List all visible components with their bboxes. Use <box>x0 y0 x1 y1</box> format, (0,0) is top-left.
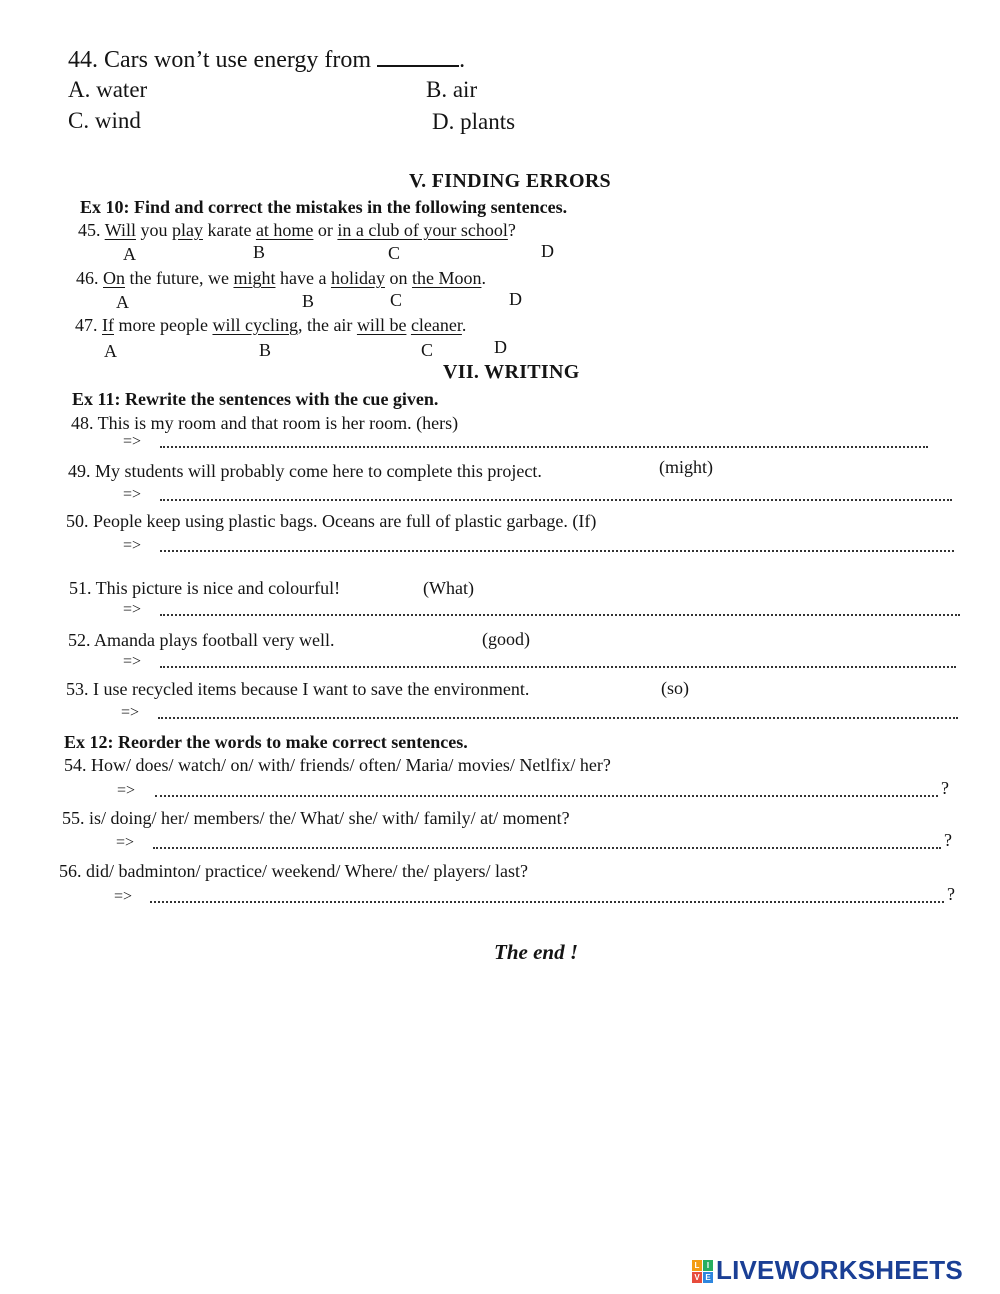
q46-label-b: B <box>302 291 315 311</box>
logo-tile-v: V <box>692 1272 702 1283</box>
q51-text: 51. This picture is nice and colourful! <box>69 578 341 598</box>
q51-arrow: => <box>123 601 142 618</box>
q44-option-b: B. air <box>426 77 478 102</box>
ex11-title: Ex 11: Rewrite the sentences with the cue given. <box>72 389 439 409</box>
q46-text-1: the future, we <box>125 268 234 288</box>
q48-answer-line[interactable] <box>160 446 928 448</box>
q55-text: 55. is/ doing/ her/ members/ the/ What/ she/ with/ family/ at/ moment? <box>62 808 570 828</box>
q53-arrow: => <box>121 704 140 721</box>
q56-text: 56. did/ badminton/ practice/ weekend/ Where/ the/ players/ last? <box>59 861 529 881</box>
q45-part-d: in a club of your school <box>337 220 508 240</box>
q44-option-d: D. plants <box>432 109 516 134</box>
q50-arrow: => <box>123 537 142 554</box>
q45-label-b: B <box>253 242 266 262</box>
the-end-text: The end ! <box>494 940 578 964</box>
q45-part-a: Will <box>104 220 136 240</box>
q48-text: 48. This is my room and that room is her room. (hers) <box>71 413 459 433</box>
q49-answer-line[interactable] <box>160 499 952 501</box>
q53-cue: (so) <box>661 678 689 698</box>
q46-text-2: have a <box>275 268 331 288</box>
q47-sentence <box>75 315 466 336</box>
q52-text: 52. Amanda plays football very well. <box>68 630 335 650</box>
q46-label-a: A <box>116 292 129 312</box>
q44-end: . <box>459 47 466 73</box>
liveworksheets-icon <box>692 1260 712 1282</box>
ex12-title: Ex 12: Reorder the words to make correct sentences. <box>64 732 468 752</box>
liveworksheets-logo <box>692 1255 963 1286</box>
q47-part-d: cleaner <box>410 315 462 335</box>
q47-part-c: will be <box>356 315 407 335</box>
q47-number: 47. <box>75 315 98 335</box>
q44-option-a: A. water <box>68 77 148 102</box>
section-heading-writing: VII. WRITING <box>443 361 580 383</box>
q45-text-2: karate <box>202 220 256 240</box>
q46-sentence <box>76 268 486 289</box>
q49-text: 49. My students will probably come here to complete this project. <box>68 461 542 481</box>
q45-text-3: or <box>313 220 338 240</box>
q50-answer-line[interactable] <box>160 550 954 552</box>
q45-label-a: A <box>123 244 136 264</box>
q47-label-c: C <box>421 340 434 360</box>
liveworksheets-wordmark: LIVEWORKSHEETS <box>716 1255 963 1285</box>
q45-label-c: C <box>388 243 401 263</box>
q49-arrow: => <box>123 486 142 503</box>
q46-number: 46. <box>76 268 99 288</box>
q47-part-a: If <box>102 315 114 335</box>
q54-arrow: => <box>117 782 136 799</box>
q47-label-b: B <box>259 340 272 360</box>
q45-sentence <box>78 220 516 241</box>
q46-text-3: on <box>384 268 412 288</box>
q45-text-4: ? <box>507 220 516 240</box>
q46-label-d: D <box>509 289 522 309</box>
q45-part-c: at home <box>255 220 314 240</box>
q52-arrow: => <box>123 653 142 670</box>
q52-answer-line[interactable] <box>160 666 956 668</box>
q54-text: 54. How/ does/ watch/ on/ with/ friends/ often/ Maria/ movies/ Netlfix/ her? <box>64 755 611 775</box>
q55-answer-line[interactable] <box>153 847 941 849</box>
section-heading-finding-errors: V. FINDING ERRORS <box>409 170 611 192</box>
logo-tile-l: L <box>692 1260 702 1271</box>
q45-number: 45. <box>78 220 101 240</box>
q56-answer-line[interactable] <box>150 901 944 903</box>
q56-question-mark: ? <box>947 884 955 904</box>
q46-part-a: On <box>103 268 125 288</box>
q48-arrow: => <box>123 433 142 450</box>
q47-label-a: A <box>104 341 117 361</box>
q46-part-c: holiday <box>330 268 385 288</box>
q44-stem-text: 44. Cars won’t use energy from <box>68 47 372 73</box>
q46-part-d: the Moon <box>411 268 482 288</box>
q55-question-mark: ? <box>944 830 952 850</box>
q54-answer-line[interactable] <box>155 795 938 797</box>
q44-option-c: C. wind <box>68 108 141 133</box>
q47-text-2: , the air <box>297 315 357 335</box>
q49-cue: (might) <box>659 457 713 477</box>
q47-part-b: will cycling <box>212 315 298 335</box>
q56-arrow: => <box>114 888 133 905</box>
q51-cue: (What) <box>423 578 474 598</box>
q50-text: 50. People keep using plastic bags. Oceans are full of plastic garbage. (If) <box>66 511 597 531</box>
q47-text-4: . <box>461 315 467 335</box>
q46-part-b: might <box>233 268 276 288</box>
q47-text-1: more people <box>114 315 213 335</box>
q51-answer-line[interactable] <box>160 614 960 616</box>
q45-part-b: play <box>171 220 203 240</box>
ex10-title: Ex 10: Find and correct the mistakes in the following sentences. <box>80 197 568 217</box>
q52-cue: (good) <box>482 629 530 649</box>
q45-label-d: D <box>541 241 554 261</box>
q47-label-d: D <box>494 337 507 357</box>
q45-text-1: you <box>135 220 172 240</box>
q44-blank <box>377 45 459 67</box>
q54-question-mark: ? <box>941 778 949 798</box>
q53-answer-line[interactable] <box>158 717 958 719</box>
q44-stem <box>68 45 465 74</box>
logo-tile-i: I <box>703 1260 713 1271</box>
q46-label-c: C <box>390 290 403 310</box>
q55-arrow: => <box>116 834 135 851</box>
q53-text: 53. I use recycled items because I want to save the environment. <box>66 679 530 699</box>
logo-tile-e: E <box>703 1272 713 1283</box>
q46-text-4: . <box>481 268 486 288</box>
